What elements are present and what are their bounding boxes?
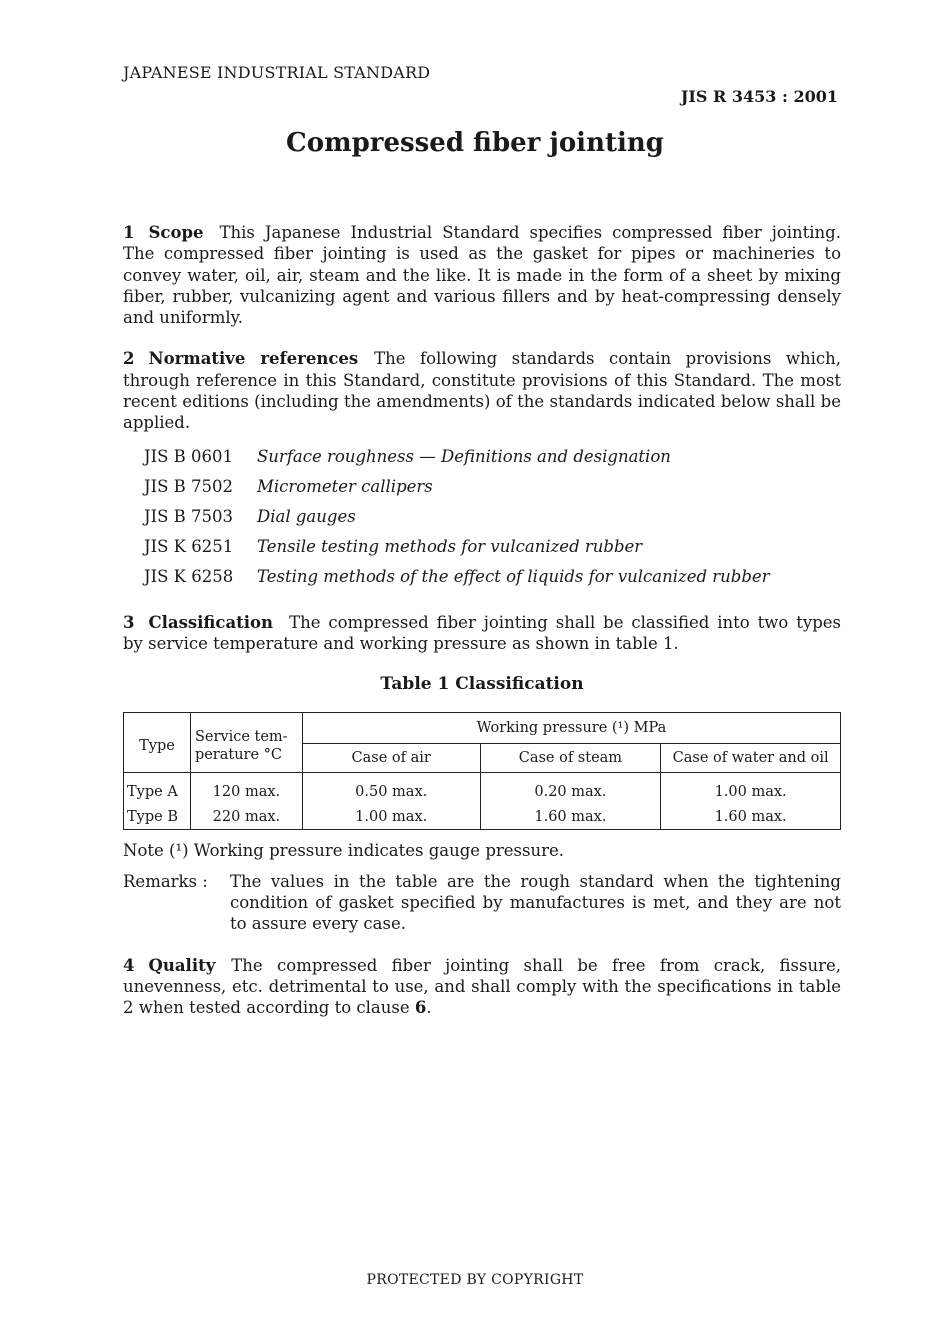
header-case-water-oil: Case of water and oil [661, 743, 841, 772]
remarks-text: The values in the table are the rough standard when the tightening condition of gasket specified by manufactures is met, and they are not to assure every case. [230, 871, 841, 934]
header-type: Type [124, 712, 191, 772]
document-title: Compressed fiber jointing [286, 128, 664, 158]
cell-type: Type A [124, 772, 191, 805]
reference-code: JIS B 7503 [144, 506, 234, 526]
cell-water-oil: 1.60 max. [661, 805, 841, 830]
reference-code: JIS B 7502 [144, 476, 234, 496]
section-number: 3 [123, 612, 135, 632]
table-row [124, 772, 841, 805]
header-organization: JAPANESE INDUSTRIAL STANDARD [123, 63, 431, 82]
cell-temperature: 220 max. [190, 805, 302, 830]
cell-steam: 1.60 max. [480, 805, 661, 830]
table-row [124, 805, 841, 830]
table-caption: Table 1 Classification [380, 674, 584, 695]
section-heading: Classification [148, 612, 274, 632]
reference-item [144, 562, 841, 592]
cell-type: Type B [124, 805, 191, 830]
header-case-steam: Case of steam [480, 743, 661, 772]
section-heading: Scope [148, 223, 204, 242]
section-normative-references [123, 348, 841, 433]
reference-item [144, 502, 841, 532]
cell-air: 1.00 max. [302, 805, 480, 830]
reference-code: JIS K 6251 [144, 536, 234, 556]
reference-code: JIS K 6258 [144, 566, 234, 586]
section-text: The compressed fiber jointing shall be free from crack, fissure, unevenness, etc. detrimental to use, and shall comply with the specifications in table 2 when tested according to clause [123, 955, 841, 1018]
header-working-pressure: Working pressure (¹) MPa [302, 712, 840, 743]
section-number: 1 [123, 223, 135, 242]
reference-title: Dial gauges [257, 506, 356, 526]
reference-title: Tensile testing methods for vulcanized rubber [257, 536, 643, 556]
reference-item [144, 472, 841, 502]
copyright-footer: PROTECTED BY COPYRIGHT [366, 1272, 584, 1288]
remarks-label: Remarks : [123, 871, 208, 891]
section-text: The following standards contain provisions which, through reference in this Standard, constitute provisions of this Standard. The most recent editions (including the amendments) of the standards indicated below shall be applied. [123, 349, 841, 433]
section-number: 4 [123, 955, 135, 975]
clause-reference: 6 [414, 998, 427, 1018]
header-standard-number: JIS R 3453 : 2001 [680, 87, 838, 106]
table-header-row [124, 712, 841, 743]
reference-item [144, 442, 841, 472]
header-service-line1: Service tem- [194, 729, 288, 746]
section-quality [123, 955, 841, 1019]
section-text: This Japanese Industrial Standard specifies compressed fiber jointing. The compressed fiber jointing is used as the gasket for pipes or machineries to convey water, oil, air, steam and the like. It is made in the form of a sheet by mixing fiber, rubber, vulcanizing agent and various fillers and by heat-compressing densely and uniformly. [123, 223, 841, 328]
header-service-temperature [190, 712, 302, 772]
reference-title: Testing methods of the effect of liquids for vulcanized rubber [257, 566, 770, 586]
cell-temperature: 120 max. [190, 772, 302, 805]
sentence-end: . [426, 998, 432, 1018]
cell-water-oil: 1.00 max. [661, 772, 841, 805]
reference-title: Surface roughness — Definitions and designation [257, 446, 671, 466]
classification-table [123, 712, 841, 830]
section-heading: Normative references [148, 349, 359, 369]
cell-air: 0.50 max. [302, 772, 480, 805]
section-heading: Quality [148, 955, 216, 975]
section-scope [123, 222, 841, 328]
reference-list [144, 442, 841, 592]
header-case-air: Case of air [302, 743, 480, 772]
remarks [123, 871, 841, 935]
reference-code: JIS B 0601 [144, 446, 234, 466]
cell-steam: 0.20 max. [480, 772, 661, 805]
section-classification [123, 612, 841, 655]
reference-title: Micrometer callipers [257, 476, 433, 496]
section-text: The compressed fiber jointing shall be classified into two types by service temperature and working pressure as shown in table 1. [123, 612, 841, 653]
document-body [123, 222, 841, 1039]
header-service-line2: perature °C [194, 747, 283, 764]
reference-item [144, 532, 841, 562]
section-number: 2 [123, 349, 135, 369]
table-note: Note (¹) Working pressure indicates gauge pressure. [123, 840, 564, 860]
